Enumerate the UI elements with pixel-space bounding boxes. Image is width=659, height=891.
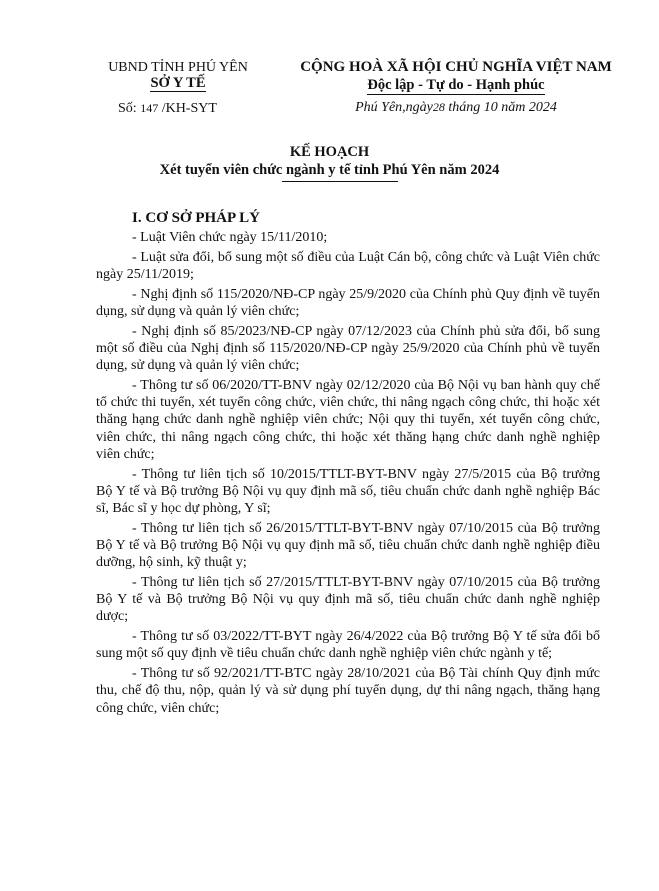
legal-basis-item: - Thông tư số 92/2021/TT-BTC ngày 28/10/2021 của Bộ Tài chính Quy định mức thu, chế độ thu, nộp, quản lý và sử dụng phí tuyển dụng, dự thi nâng ngạch, thăng hạng công chức, viên chức; (96, 666, 600, 716)
section-heading: I. CƠ SỞ PHÁP LÝ (132, 210, 260, 226)
legal-basis-item: - Thông tư số 06/2020/TT-BNV ngày 02/12/2020 của Bộ Nội vụ ban hành quy chế tổ chức thi tuyển, xét tuyển công chức, viên chức, thi nâng ngạch công chức, thi hoặc xét thăng hạng chức danh nghề nghiệp viên chức; Nội quy thi tuyển, xét tuyển công chức, viên chức, thi nâng ngạch công chức, thi hoặc xét thăng hạng chức danh nghề nghiệp viên chức; (96, 378, 600, 462)
legal-basis-item: - Thông tư số 03/2022/TT-BYT ngày 26/4/2022 của Bộ trưởng Bộ Y tế sửa đổi bổ sung một số quy định về tiêu chuẩn chức danh nghề nghiệp viên chức ngành y tế; (96, 629, 600, 662)
date-suffix: tháng 10 năm 2024 (448, 100, 557, 115)
document-type: KẾ HOẠCH (289, 144, 370, 160)
document-number (98, 100, 258, 117)
parent-organization: UBND TỈNH PHÚ YÊN (108, 60, 248, 75)
number-suffix: /KH-SYT (161, 101, 217, 116)
department-name: SỞ Y TẾ (150, 75, 206, 91)
issuing-agency-block (98, 60, 258, 117)
issue-date (286, 99, 626, 116)
legal-basis-item: - Thông tư liên tịch số 27/2015/TTLT-BYT-BNV ngày 07/10/2015 của Bộ trưởng Bộ Y tế và Bộ trưởng Bộ Nội vụ quy định mã số, tiêu chuẩn chức danh nghề nghiệp dược; (96, 575, 600, 625)
national-title: CỘNG HOÀ XÃ HỘI CHỦ NGHĨA VIỆT NAM (300, 59, 612, 75)
legal-basis-item: - Nghị định số 115/2020/NĐ-CP ngày 25/9/2020 của Chính phủ Quy định về tuyển dụng, sử dụng và quản lý viên chức; (96, 286, 600, 319)
legal-basis-item: - Luật Viên chức ngày 15/11/2010; (132, 230, 328, 245)
date-prefix: Phú Yên,ngày (355, 100, 433, 115)
number-value: 147 (140, 101, 159, 115)
legal-basis-item: - Nghị định số 85/2023/NĐ-CP ngày 07/12/2023 của Chính phủ sửa đổi, bổ sung một số điều của Nghị định số 115/2020/NĐ-CP ngày 25/9/2020 của Chính phủ về tuyển dụng, sử dụng và quản lý viên chức; (96, 323, 600, 374)
title-underline (282, 181, 398, 182)
legal-basis-item: - Thông tư liên tịch số 10/2015/TTLT-BYT-BNV ngày 27/5/2015 của Bộ trưởng Bộ Y tế và Bộ trưởng Bộ Nội vụ quy định mã số, tiêu chuẩn chức danh nghề nghiệp Bác sĩ, Bác sĩ y học dự phòng, Y sĩ; (96, 466, 600, 517)
national-header-block (286, 59, 626, 116)
document-title-block (0, 144, 659, 179)
number-prefix: Số: (118, 101, 137, 116)
national-motto: Độc lập - Tự do - Hạnh phúc (367, 77, 545, 93)
legal-basis-item: - Luật sửa đổi, bổ sung một số điều của Luật Cán bộ, công chức và Luật Viên chức ngày 25/11/2019; (96, 249, 600, 282)
document-subject: Xét tuyển viên chức ngành y tế tỉnh Phú Yên năm 2024 (159, 162, 500, 178)
legal-basis-item: - Thông tư liên tịch số 26/2015/TTLT-BYT-BNV ngày 07/10/2015 của Bộ trưởng Bộ Y tế và Bộ trưởng Bộ Nội vụ quy định mã số, tiêu chuẩn chức danh nghề nghiệp điều dưỡng, hộ sinh, kỹ thuật y; (96, 520, 600, 571)
date-day: 28 (432, 100, 445, 114)
document-body (96, 208, 600, 719)
